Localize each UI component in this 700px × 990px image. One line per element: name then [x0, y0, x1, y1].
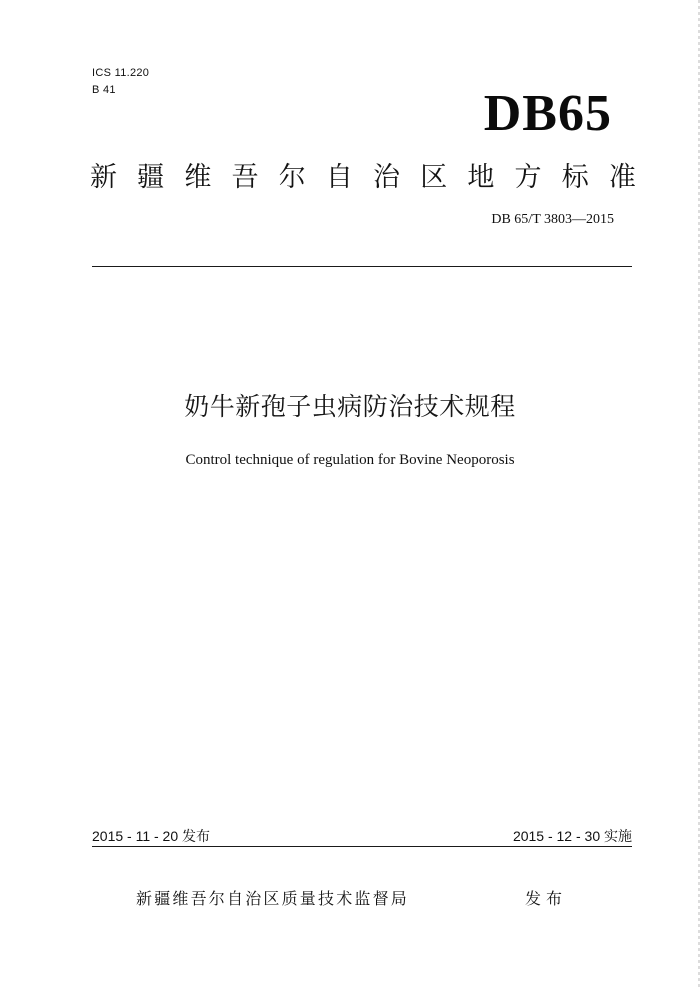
category-char: 地: [467, 162, 495, 193]
ccs-code: B 41: [92, 84, 116, 96]
title-chinese: 奶牛新孢子虫病防治技术规程: [184, 392, 516, 421]
standard-number: DB 65/T 3803—2015: [491, 212, 614, 227]
issue-date: 2015 - 11 - 20 发布: [92, 828, 211, 844]
standard-category: [90, 160, 636, 196]
category-char: 疆: [137, 162, 165, 193]
category-char: 区: [420, 162, 448, 193]
category-char: 标: [561, 162, 589, 193]
category-char: 自: [325, 162, 353, 193]
category-char: 新: [90, 162, 117, 193]
category-char: 准: [608, 162, 636, 193]
ics-code: ICS 11.220: [92, 67, 150, 79]
standard-logo: DB65: [483, 85, 612, 142]
bottom-divider: [92, 846, 632, 847]
implementation-date: 2015 - 12 - 30 实施: [512, 828, 632, 844]
category-char: 吾: [231, 162, 259, 193]
top-divider: [92, 266, 632, 267]
category-char: 治: [373, 162, 401, 193]
category-char: 尔: [278, 162, 306, 193]
publish-label: 发布: [525, 889, 568, 908]
category-char: 维: [184, 162, 212, 193]
category-char: 方: [514, 162, 542, 193]
title-english: Control technique of regulation for Bovine Neoporosis: [185, 452, 515, 468]
issuing-authority: 新疆维吾尔自治区质量技术监督局: [136, 889, 410, 908]
